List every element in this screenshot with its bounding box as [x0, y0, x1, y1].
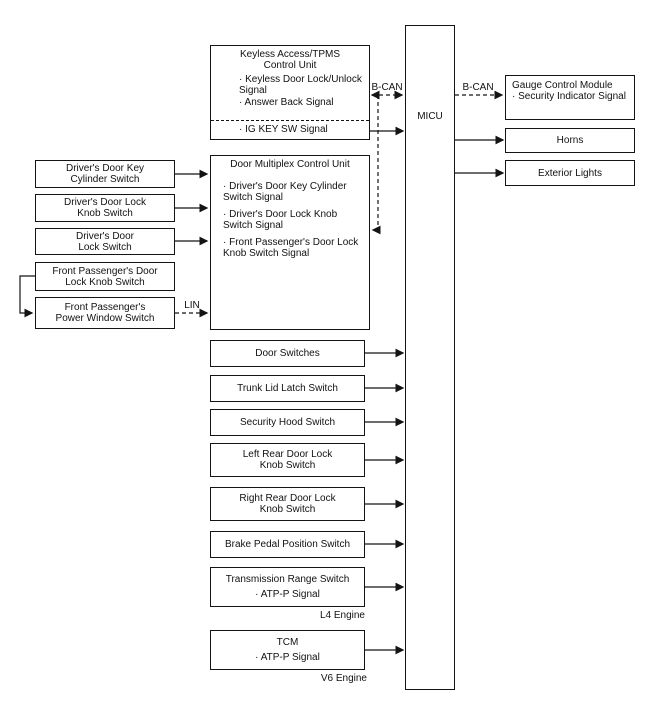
- drivers-door-lock-knob-switch-box: [35, 194, 175, 222]
- keyless-access-tpms-unit-box: [210, 45, 370, 140]
- bcan-branch-door-multiplex: [373, 95, 378, 230]
- front-passengers-door-lock-knob-switch-box: [35, 262, 175, 291]
- gauge-control-module-box: [505, 75, 635, 120]
- door-multiplex-unit-box: [210, 155, 370, 330]
- front-passengers-door-lock-knob-switch-label: Front Passenger's Door Lock Knob Switch: [52, 265, 158, 288]
- keyless-unit-signals: [211, 71, 369, 120]
- keyless-ig-key-sw-signal: · IG KEY SW Signal: [211, 120, 369, 139]
- transmission-range-switch-box: [210, 567, 365, 607]
- drivers-door-lock-knob-switch-label: Driver's Door Lock Knob Switch: [64, 197, 146, 219]
- keyless-unit-title: Keyless Access/TPMS Control Unit: [239, 49, 341, 71]
- left-rear-door-lock-knob-switch-box: [210, 443, 365, 477]
- trunk-lid-latch-switch-box: [210, 375, 365, 402]
- security-hood-switch-label: Security Hood Switch: [239, 417, 336, 428]
- door-switches-box: [210, 340, 365, 367]
- security-hood-switch-box: [210, 409, 365, 436]
- transmission-range-switch-label: Transmission Range Switch: [225, 574, 350, 585]
- micu-box: [405, 25, 455, 690]
- door-switches-label: Door Switches: [255, 348, 320, 359]
- drivers-door-key-cylinder-switch-box: [35, 160, 175, 188]
- tcm-box: [210, 630, 365, 670]
- gauge-control-module-label: Gauge Control Module: [512, 80, 613, 91]
- micu-label: MICU: [417, 111, 443, 122]
- exterior-lights-label: Exterior Lights: [538, 167, 602, 179]
- horns-label: Horns: [556, 135, 584, 146]
- front-passengers-power-window-switch-box: [35, 297, 175, 329]
- door-multiplex-signals: [211, 170, 369, 259]
- drivers-door-key-cylinder-switch-label: Driver's Door Key Cylinder Switch: [65, 163, 145, 185]
- bcan-right-label: B-CAN: [462, 82, 494, 93]
- drivers-door-lock-switch-label: Driver's Door Lock Switch: [75, 230, 135, 253]
- dm-signal-key-cylinder: · Driver's Door Key Cylinder Switch Signal: [223, 181, 347, 203]
- exterior-lights-box: [505, 160, 635, 186]
- v6-engine-label: V6 Engine: [320, 673, 367, 684]
- security-indicator-signal-label: · Security Indicator Signal: [512, 91, 626, 102]
- drivers-door-lock-switch-box: [35, 228, 175, 255]
- tcm-label: TCM: [276, 637, 299, 648]
- lin-label: LIN: [184, 300, 200, 311]
- door-multiplex-title: Door Multiplex Control Unit: [230, 159, 350, 170]
- horns-box: [505, 128, 635, 153]
- dm-signal-passenger-knob: · Front Passenger's Door Lock Knob Switch Signal: [223, 237, 359, 259]
- front-passengers-power-window-switch-label: Front Passenger's Power Window Switch: [55, 302, 155, 324]
- l4-engine-label: L4 Engine: [319, 610, 365, 621]
- keyless-signal-answer-back: · Answer Back Signal: [239, 97, 334, 108]
- transmission-atpp-signal-label: · ATP-P Signal: [255, 589, 320, 600]
- bcan-left-label: B-CAN: [371, 82, 403, 93]
- brake-pedal-position-switch-label: Brake Pedal Position Switch: [224, 539, 351, 550]
- brake-pedal-position-switch-box: [210, 531, 365, 558]
- trunk-lid-latch-switch-label: Trunk Lid Latch Switch: [237, 383, 338, 394]
- dm-signal-lock-knob: · Driver's Door Lock Knob Switch Signal: [223, 209, 338, 231]
- tcm-atpp-signal-label: · ATP-P Signal: [255, 652, 320, 663]
- left-rear-door-lock-knob-switch-label: Left Rear Door Lock Knob Switch: [242, 449, 333, 471]
- keyless-signal-lock-unlock: · Keyless Door Lock/Unlock Signal: [239, 74, 362, 96]
- bracket-passenger-knob-to-window: [20, 276, 35, 313]
- right-rear-door-lock-knob-switch-label: Right Rear Door Lock Knob Switch: [239, 493, 336, 515]
- right-rear-door-lock-knob-switch-box: [210, 487, 365, 521]
